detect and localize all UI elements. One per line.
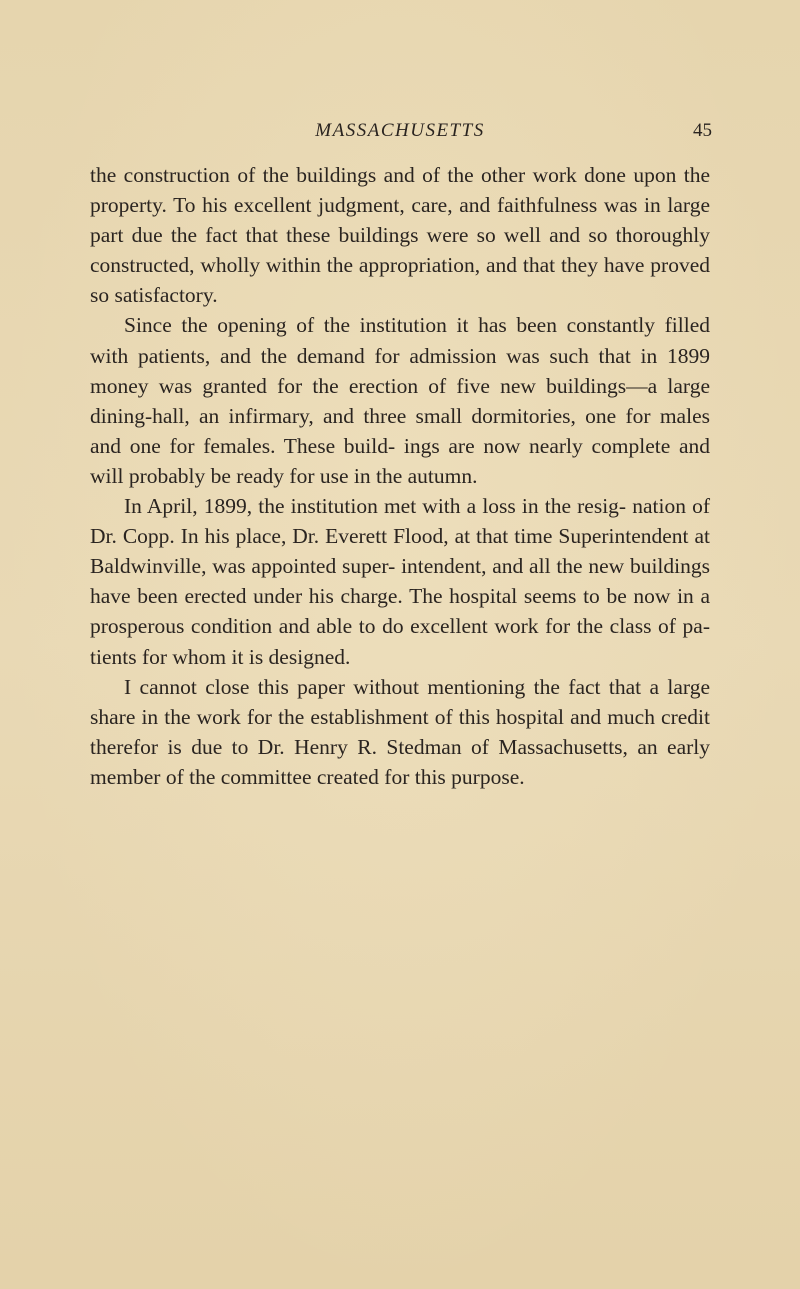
paragraph-continuation: the construction of the buildings and of the other work done upon the property. To his excellent judgment, care, and faithfulness was in large part due the fact that these buildings were so well and so thoroughly constructed, wholly within the appropriation, and that they have proved so satisfactory. bbox=[90, 163, 710, 308]
running-title: MASSACHUSETTS bbox=[315, 120, 485, 141]
paragraph-new-buildings: Since the opening of the institution it has been constantly filled with patients, and the demand for admission was such that in 1899 money was granted for the erection of five new buildings—a large dining-hall, an infirmary, and three small dormitories, one for males and one for females. These build- ings are now nearly complete and will probably be ready for use in the autumn. bbox=[90, 313, 710, 488]
body-text bbox=[90, 160, 710, 792]
running-head bbox=[0, 116, 800, 146]
paragraph-superintendent: In April, 1899, the institution met with a loss in the resig- nation of Dr. Copp. In his place, Dr. Everett Flood, at that time Superintendent at Baldwinville, was appointed super- intendent, and all the new buildings have been erected under his charge. The hospital seems to be now in a prosperous condition and able to do excellent work for the class of pa- tients for whom it is designed. bbox=[90, 494, 710, 669]
page-number: 45 bbox=[693, 120, 712, 141]
paragraph-closing: I cannot close this paper without mentioning the fact that a large share in the work for the establishment of this hospital and much credit therefor is due to Dr. Henry R. Stedman of Massachusetts, an early member of the committee created for this purpose. bbox=[90, 674, 710, 789]
